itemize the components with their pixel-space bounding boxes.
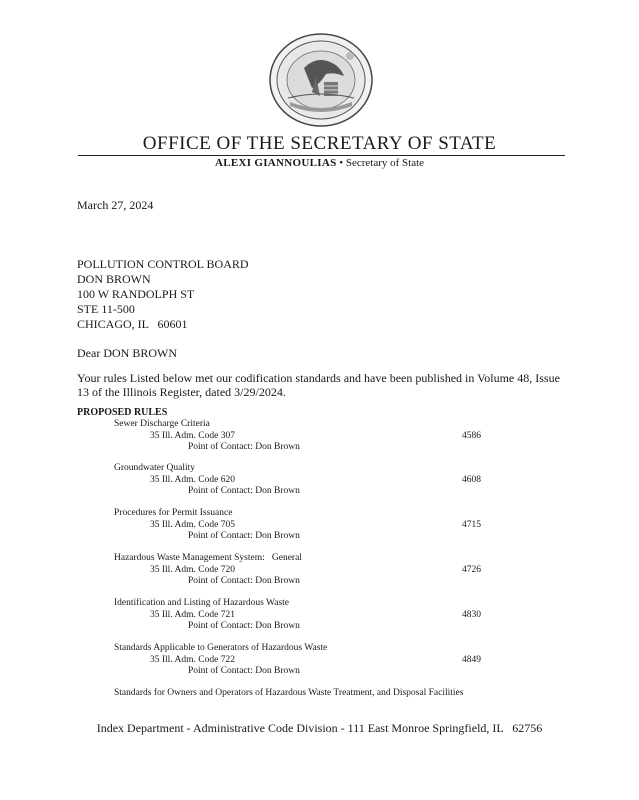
- address-line: POLLUTION CONTROL BOARD: [77, 257, 249, 271]
- rule-page: 4726: [462, 565, 481, 575]
- rule-title: Identification and Listing of Hazardous Waste: [114, 598, 290, 608]
- rule-code: 35 Ill. Adm. Code 720: [150, 564, 235, 575]
- rule-code: 35 Ill. Adm. Code 307: [150, 430, 235, 441]
- rule-title: Groundwater Quality: [114, 463, 195, 473]
- address-line: STE 11-500: [77, 302, 135, 316]
- rule-page: 4586: [462, 431, 481, 441]
- rule-entry: [114, 598, 514, 633]
- rule-contact: Point of Contact: Don Brown: [188, 666, 300, 676]
- footer-address: Index Department - Administrative Code Division - 111 East Monroe Springfield, IL 62756: [96, 721, 543, 735]
- rule-contact: Point of Contact: Don Brown: [188, 486, 300, 496]
- rule-code: 35 Ill. Adm. Code 722: [150, 654, 235, 665]
- state-seal-icon: [268, 32, 374, 128]
- address-line: DON BROWN: [77, 272, 151, 286]
- rule-contact: Point of Contact: Don Brown: [188, 442, 300, 452]
- separator: •: [339, 157, 344, 169]
- rule-contact: Point of Contact: Don Brown: [188, 621, 300, 631]
- rule-contact: Point of Contact: Don Brown: [188, 531, 300, 541]
- rule-title: Standards Applicable to Generators of Hazardous Waste: [114, 643, 328, 653]
- rule-title: Procedures for Permit Issuance: [114, 508, 233, 518]
- rule-code: 35 Ill. Adm. Code 620: [150, 474, 235, 485]
- header-divider: [78, 155, 565, 156]
- rule-entry: [114, 508, 514, 543]
- address-line: 100 W RANDOLPH ST: [77, 287, 195, 301]
- rule-page: 4608: [462, 475, 481, 485]
- rule-page: 4849: [462, 655, 481, 665]
- rule-contact: Point of Contact: Don Brown: [188, 576, 300, 586]
- section-heading: PROPOSED RULES: [77, 407, 168, 418]
- rule-entry: [114, 463, 514, 498]
- secretary-line: [0, 157, 639, 169]
- secretary-name: ALEXI GIANNOULIAS: [214, 157, 337, 169]
- office-title: OFFICE OF THE SECRETARY OF STATE: [142, 133, 497, 154]
- secretary-title: Secretary of State: [345, 157, 425, 169]
- rule-title: Sewer Discharge Criteria: [114, 419, 210, 429]
- rule-code: 35 Ill. Adm. Code 705: [150, 519, 235, 530]
- rule-page: 4715: [462, 520, 481, 530]
- rule-entry: [114, 419, 514, 454]
- rule-title: Hazardous Waste Management System: General: [114, 553, 302, 563]
- letter-date: March 27, 2024: [77, 198, 154, 212]
- rule-entry: [114, 643, 514, 678]
- body-paragraph: Your rules Listed below met our codification standards and have been published in Volume 48, Issue 13 of the Illinois Register, dated 3/29/2024.: [77, 371, 560, 399]
- salutation: Dear DON BROWN: [77, 346, 177, 360]
- rule-entry: [114, 553, 514, 588]
- address-line: CHICAGO, IL 60601: [77, 317, 188, 331]
- rule-code: 35 Ill. Adm. Code 721: [150, 609, 235, 620]
- rule-title: Standards for Owners and Operators of Hazardous Waste Treatment, and Disposal Facilities: [114, 688, 464, 698]
- rule-page: 4830: [462, 610, 481, 620]
- recipient-address: [77, 257, 249, 332]
